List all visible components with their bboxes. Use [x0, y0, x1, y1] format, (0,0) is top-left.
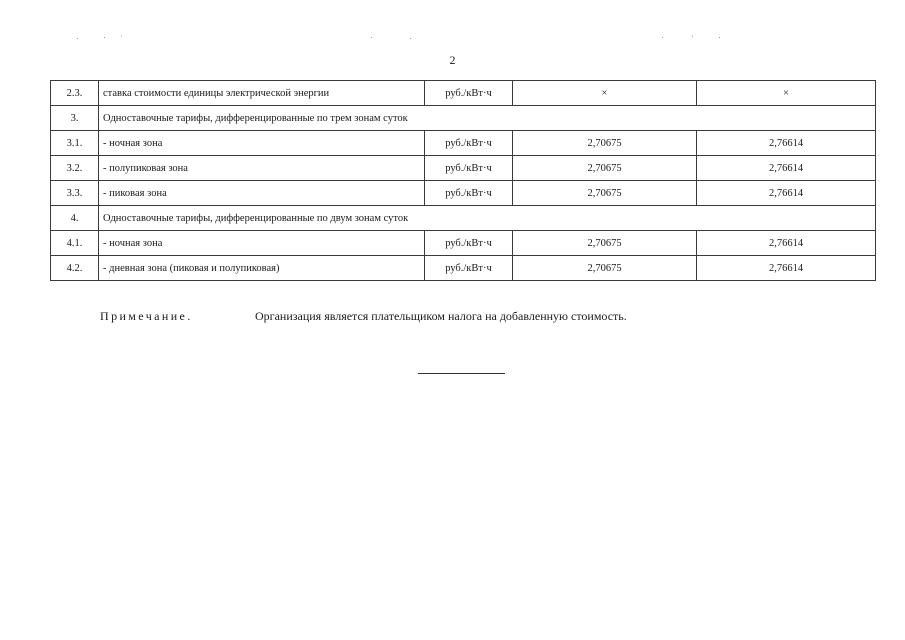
- table-row-3-1: [51, 131, 876, 156]
- section-title: Одноставочные тарифы, дифференцированные по трем зонам суток: [99, 106, 876, 131]
- end-separator-line: [418, 373, 505, 374]
- scan-speck: [692, 36, 693, 37]
- row-value-2: 2,76614: [697, 156, 876, 181]
- row-value-1: 2,70675: [513, 156, 697, 181]
- table-row-3-2: [51, 156, 876, 181]
- row-unit: руб./кВт·ч: [425, 181, 513, 206]
- scan-speck: [662, 37, 663, 38]
- row-unit: руб./кВт·ч: [425, 231, 513, 256]
- page-number: 2: [449, 53, 456, 67]
- row-value-1: 2,70675: [513, 131, 697, 156]
- row-number: 3.1.: [51, 131, 99, 156]
- scan-speck: [371, 37, 372, 38]
- tariff-table: [50, 80, 876, 281]
- section-title: Одноставочные тарифы, дифференцированные по двум зонам суток: [99, 206, 876, 231]
- table-row-4-2: [51, 256, 876, 281]
- section-number: 3.: [51, 106, 99, 131]
- row-name: - ночная зона: [99, 131, 425, 156]
- row-unit: руб./кВт·ч: [425, 256, 513, 281]
- row-value-2: 2,76614: [697, 131, 876, 156]
- row-value-2: 2,76614: [697, 256, 876, 281]
- row-value-2: 2,76614: [697, 181, 876, 206]
- scan-speck: [121, 36, 122, 37]
- scan-speck: [410, 38, 411, 39]
- scan-speck: [77, 38, 78, 39]
- row-number: 4.1.: [51, 231, 99, 256]
- note-text: Организация является плательщиком налога на добавленную стоимость.: [255, 309, 627, 323]
- note: [100, 309, 627, 324]
- row-name: ставка стоимости единицы электрической энергии: [99, 81, 425, 106]
- row-value-2: 2,76614: [697, 231, 876, 256]
- row-value-1: ×: [513, 81, 697, 106]
- row-value-1: 2,70675: [513, 181, 697, 206]
- row-number: 2.3.: [51, 81, 99, 106]
- row-name: - дневная зона (пиковая и полупиковая): [99, 256, 425, 281]
- scan-speck: [104, 37, 105, 38]
- table-row-3-3: [51, 181, 876, 206]
- row-name: - пиковая зона: [99, 181, 425, 206]
- row-name: - полупиковая зона: [99, 156, 425, 181]
- row-value-1: 2,70675: [513, 231, 697, 256]
- row-name: - ночная зона: [99, 231, 425, 256]
- table-row-4-1: [51, 231, 876, 256]
- row-value-1: 2,70675: [513, 256, 697, 281]
- scan-speck: [719, 37, 720, 38]
- table-section-row-3: [51, 106, 876, 131]
- row-number: 4.2.: [51, 256, 99, 281]
- row-unit: руб./кВт·ч: [425, 156, 513, 181]
- section-number: 4.: [51, 206, 99, 231]
- note-label: Примечание.: [100, 309, 193, 323]
- row-unit: руб./кВт·ч: [425, 131, 513, 156]
- table-section-row-4: [51, 206, 876, 231]
- row-number: 3.3.: [51, 181, 99, 206]
- row-value-2: ×: [697, 81, 876, 106]
- row-unit: руб./кВт·ч: [425, 81, 513, 106]
- table-row-2-3: [51, 81, 876, 106]
- row-number: 3.2.: [51, 156, 99, 181]
